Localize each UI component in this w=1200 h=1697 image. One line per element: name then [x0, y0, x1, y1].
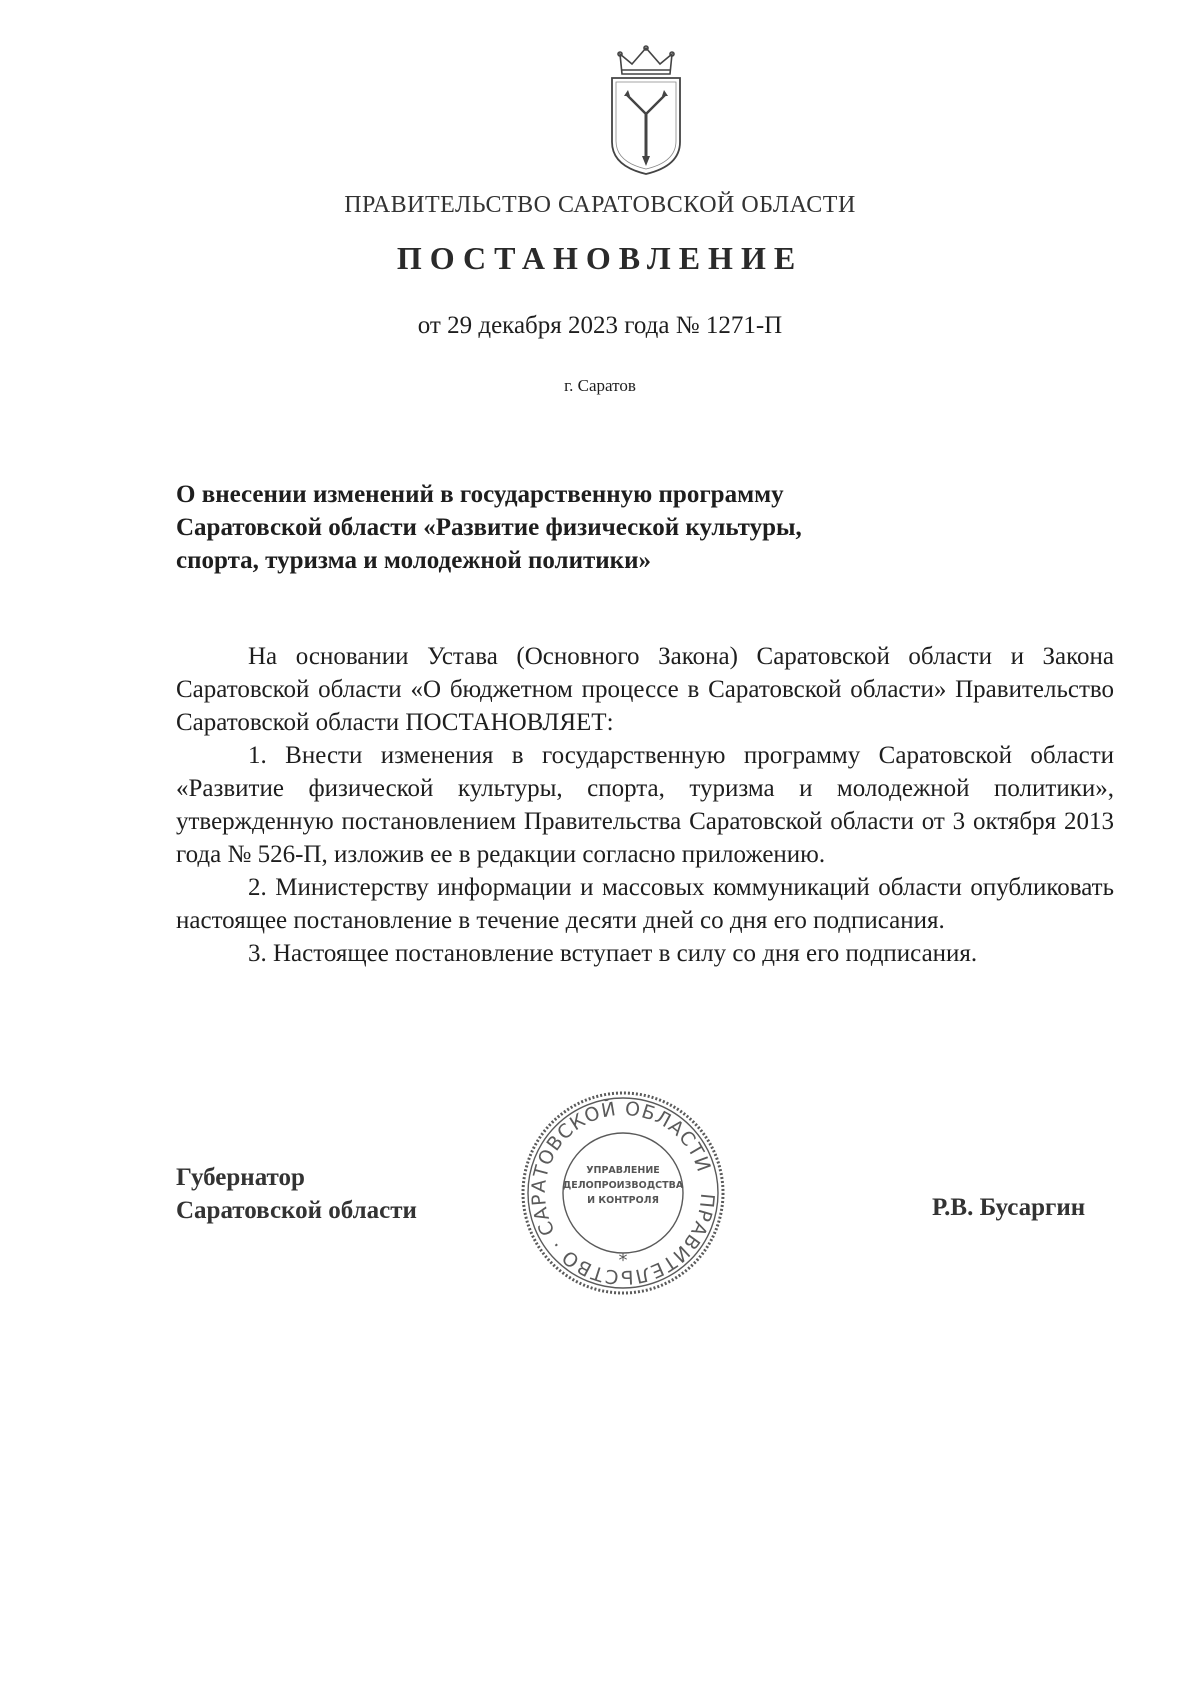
document-city: г. Саратов	[564, 376, 636, 395]
body-paragraph: На основании Устава (Основного Закона) Саратовской области и Закона Саратовской области «О бюджетном процессе в Саратовской области» Правительство Саратовской области ПОСТАНОВЛЯЕТ:	[176, 643, 1114, 736]
title-line: Саратовской области «Развитие физической культуры,	[176, 514, 802, 541]
seal-inner-line: ДЕЛОПРОИЗВОДСТВА	[562, 1180, 684, 1191]
position-line: Саратовской области	[176, 1197, 417, 1224]
seal-inner-line: УПРАВЛЕНИЕ	[586, 1165, 660, 1176]
document-body	[176, 640, 1114, 970]
government-name: ПРАВИТЕЛЬСТВО САРАТОВСКОЙ ОБЛАСТИ	[344, 192, 856, 218]
document-type: ПОСТАНОВЛЕНИЕ	[396, 240, 804, 276]
body-paragraph: 2. Министерству информации и массовых коммуникаций области опубликовать настоящее постановление в течение десяти дней со дня его подписания.	[176, 874, 1114, 934]
document-title	[176, 478, 916, 577]
seal-inner-line: И КОНТРОЛЯ	[587, 1195, 659, 1206]
seal-star: *	[618, 1250, 628, 1271]
signatory-name: Р.В. Бусаргин	[932, 1194, 1086, 1221]
body-paragraph: 1. Внести изменения в государственную программу Саратовской области «Развитие физической культуры, спорта, туризма и молодежной политики», утвержденную постановлением Правительства Саратовской области от 3 октября 2013 года № 526-П, изложив ее в редакции согласно приложению.	[176, 742, 1114, 868]
body-paragraph: 3. Настоящее постановление вступает в силу со дня его подписания.	[248, 940, 978, 967]
title-line: О внесении изменений в государственную программу	[176, 481, 784, 508]
document-date-number: от 29 декабря 2023 года № 1271-П	[417, 312, 783, 339]
signatory-position	[176, 1161, 417, 1227]
seal-inner-text	[548, 1163, 698, 1208]
title-line: спорта, туризма и молодежной политики»	[176, 547, 651, 574]
position-line: Губернатор	[176, 1164, 305, 1191]
coat-of-arms-icon	[606, 44, 686, 178]
seal-ring-text: ПРАВИТЕЛЬСТВО · САРАТОВСКОЙ ОБЛАСТИ	[527, 1097, 719, 1289]
